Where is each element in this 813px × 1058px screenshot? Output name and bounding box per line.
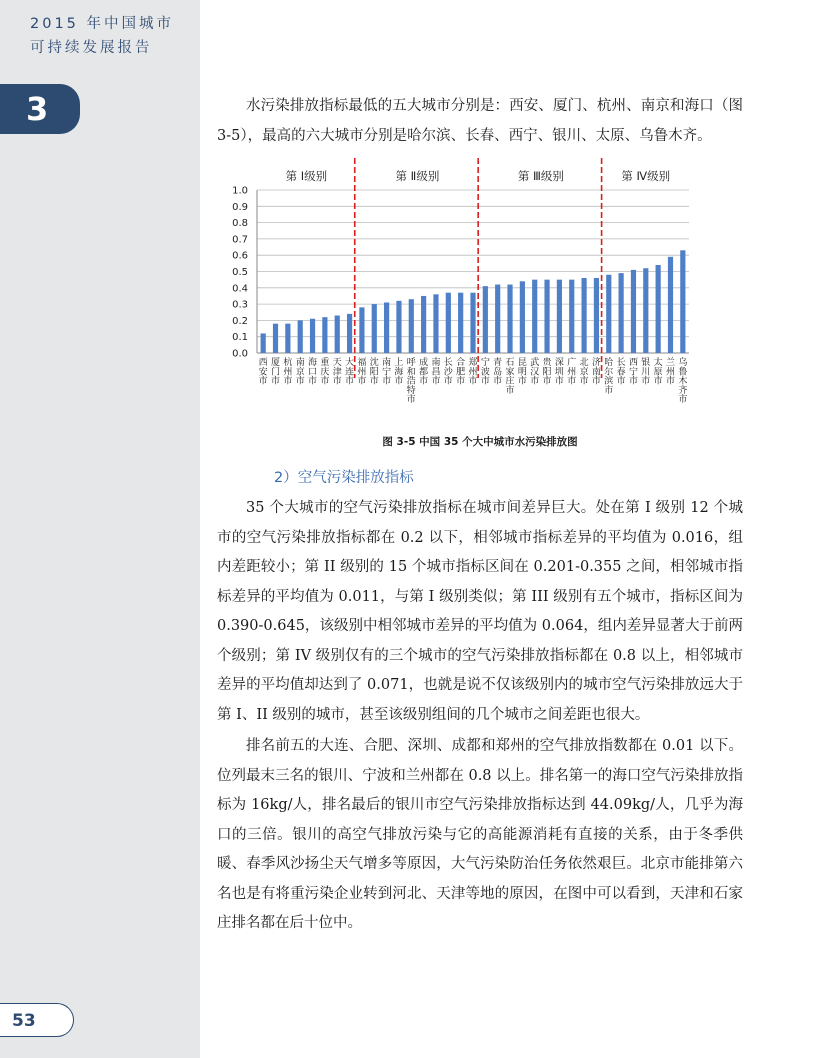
bar	[520, 281, 525, 353]
sidebar	[0, 0, 200, 1058]
bar	[594, 278, 599, 353]
x-tick-label: 广州市	[567, 358, 577, 387]
bar	[372, 304, 377, 353]
y-tick-label: 0.4	[232, 283, 248, 295]
x-tick-label: 长沙市	[443, 358, 453, 387]
x-tick-label: 大连市	[345, 358, 355, 387]
bar	[631, 270, 636, 353]
x-tick-label: 沈阳市	[369, 358, 379, 387]
bar	[619, 273, 624, 353]
bar	[421, 296, 426, 353]
body-paragraph-1: 35 个大城市的空气污染排放指标在城市间差异巨大。处在第 I 级别 12 个城市的空气污染排放指标都在 0.2 以下，相邻城市指标差异的平均值为 0.016，组内差距较小；第 II 级别的 15 个城市指标区间在 0.201-0.355 之间，相邻城市指标差异的平均值为 0.011，与第 I 级别类似；第 III 级别有五个城市，指标区间为 0.390-0.645，该级别中相邻城市差异的平均值为 0.064，组内差异显著大于前两个级别；第 IV 级别仅有的三个城市的空气污染排放指标都在 0.8 以上，相邻城市差异的平均值却达到了 0.071，也就是说不仅该级别内的城市空气污染排放远大于第 I、II 级别的城市，甚至该级别组间的几个城市之间差距也很大。	[217, 500, 743, 723]
x-tick-label: 南昌市	[431, 358, 441, 387]
x-tick-label: 南宁市	[382, 358, 392, 387]
figure-caption: 图 3-5 中国 35 个大中城市水污染排放图	[382, 436, 578, 448]
bar	[285, 324, 290, 353]
x-tick-label: 太原市	[653, 358, 663, 387]
bar	[359, 307, 364, 353]
group-label: 第 Ⅱ级别	[395, 169, 440, 183]
x-tick-label: 西安市	[258, 358, 268, 387]
bar	[409, 299, 414, 353]
x-tick-label: 银川市	[641, 358, 651, 387]
y-tick-label: 0.1	[232, 332, 248, 344]
y-tick-label: 0.2	[232, 315, 248, 327]
y-tick-label: 0.6	[232, 250, 248, 262]
x-tick-label: 重庆市	[320, 358, 330, 387]
x-tick-label: 南京市	[295, 358, 305, 387]
group-label: 第 Ⅳ级别	[621, 169, 671, 183]
y-tick-label: 0.0	[232, 348, 248, 360]
section-heading: 2）空气污染排放指标	[274, 470, 414, 486]
x-tick-label: 长春市	[616, 358, 626, 387]
x-tick-label: 海口市	[308, 358, 318, 387]
y-tick-label: 0.8	[232, 218, 248, 230]
bar	[532, 280, 537, 353]
water-pollution-bar-chart	[217, 158, 697, 433]
book-title-line1: 2015 年中国城市	[30, 16, 175, 32]
x-tick-label: 武汉市	[530, 358, 540, 387]
x-tick-label: 贵阳市	[542, 358, 552, 387]
bar	[668, 257, 673, 353]
x-tick-label: 天津市	[332, 358, 342, 387]
body-paragraph-2: 排名前五的大连、合肥、深圳、成都和郑州的空气排放指数都在 0.01 以下。位列最末三名的银川、宁波和兰州都在 0.8 以上。排名第一的海口空气污染排放指标为 16kg/人，排名最后的银川市空气污染排放指标达到 44.09kg/人，几乎为海口的三倍。银川的高空气排放污染与它的高能源消耗有直接的关系，由于冬季供暖、春季风沙扬尘天气增多等原因，大气污染防治任务依然艰巨。北京市能排第六名也是有将重污染企业转到河北、天津等地的原因，在图中可以看到，天津和石家庄排名都在后十位中。	[217, 738, 743, 931]
x-tick-label: 哈尔滨市	[604, 358, 614, 396]
bar	[483, 286, 488, 353]
x-tick-label: 郑州市	[468, 358, 478, 387]
bar	[261, 333, 266, 353]
bar	[335, 316, 340, 353]
chapter-number-tab: 3	[0, 84, 80, 134]
x-tick-label: 西宁市	[628, 358, 638, 387]
group-label: 第 Ⅰ级别	[285, 169, 328, 183]
y-tick-label: 0.9	[232, 201, 248, 213]
bar	[347, 314, 352, 353]
y-tick-label: 0.7	[232, 234, 248, 246]
book-title-line2: 可持续发展报告	[30, 40, 153, 56]
x-tick-label: 昆明市	[517, 358, 527, 387]
x-tick-label: 兰州市	[665, 358, 675, 387]
x-tick-label: 杭州市	[283, 358, 293, 387]
bar	[557, 280, 562, 353]
bar	[656, 265, 661, 353]
bar	[507, 285, 512, 353]
bar	[458, 293, 463, 353]
bar	[396, 301, 401, 353]
bar	[569, 280, 574, 353]
x-tick-label: 石家庄市	[505, 358, 515, 396]
x-tick-label: 成都市	[419, 358, 429, 387]
x-tick-label: 厦门市	[271, 358, 281, 387]
x-tick-label: 深圳市	[554, 358, 564, 387]
bar	[446, 293, 451, 353]
bar	[322, 317, 327, 353]
page-number: 53	[0, 1003, 74, 1037]
bar	[680, 250, 685, 353]
x-tick-label: 合肥市	[456, 358, 466, 387]
intro-paragraph: 水污染排放指标最低的五大城市分别是：西安、厦门、杭州、南京和海口（图3-5），最高的六大城市分别是哈尔滨、长春、西宁、银川、太原、乌鲁木齐。	[217, 98, 743, 144]
group-label: 第 Ⅲ级别	[517, 169, 564, 183]
bar	[544, 280, 549, 353]
bar	[310, 319, 315, 353]
x-tick-label: 宁波市	[480, 358, 490, 387]
bar	[643, 268, 648, 353]
bar	[495, 285, 500, 353]
bar	[606, 275, 611, 353]
x-tick-label: 乌鲁木齐市	[678, 358, 688, 406]
x-tick-label: 青岛市	[493, 358, 503, 387]
y-tick-label: 0.5	[232, 267, 248, 278]
x-tick-label: 上海市	[394, 358, 404, 387]
bar	[433, 294, 438, 353]
y-tick-label: 1.0	[232, 185, 248, 197]
x-tick-label: 北京市	[579, 358, 589, 387]
y-tick-label: 0.3	[232, 299, 248, 311]
bar	[470, 293, 475, 353]
x-tick-label: 福州市	[357, 358, 367, 387]
x-tick-label: 呼和浩特市	[406, 358, 416, 406]
bar	[581, 278, 586, 353]
x-tick-label: 济南市	[591, 358, 601, 387]
bar	[273, 324, 278, 353]
bar	[384, 302, 389, 353]
bar	[298, 320, 303, 353]
